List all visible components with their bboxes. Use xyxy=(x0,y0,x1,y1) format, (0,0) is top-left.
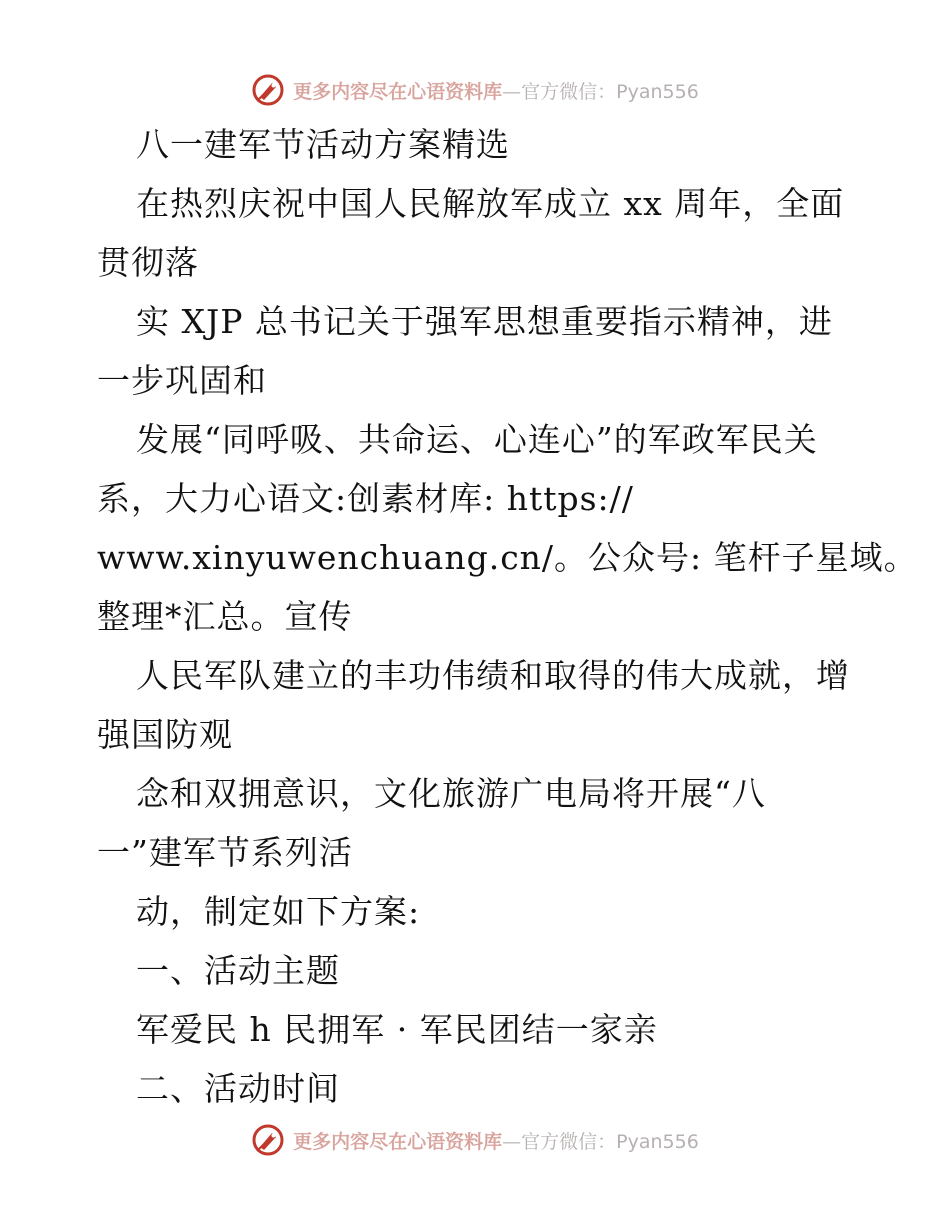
paragraph-line: 人民军队建立的丰功伟绩和取得的伟大成就，增 xyxy=(136,656,850,695)
paragraph-line: 念和双拥意识，文化旅游广电局将开展“八 xyxy=(136,774,766,813)
paragraph-line: www.xinyuwenchuang.cn/。公众号: 笔杆子星域。 xyxy=(97,538,918,577)
paragraph-line: 实 XJP 总书记关于强军思想重要指示精神，进 xyxy=(136,302,833,341)
paragraph-line: 整理*汇总。宣传 xyxy=(97,597,353,636)
paragraph-line: 一”建军节系列活 xyxy=(97,833,353,872)
footer-watermark-banner xyxy=(0,1120,950,1160)
header-banner-text xyxy=(293,77,699,104)
footer-wechat-text: 官方微信：Pyan556 xyxy=(521,1130,699,1153)
header-separator: — xyxy=(502,80,522,103)
footer-brand-text: 更多内容尽在心语资料库 xyxy=(293,1130,503,1153)
footer-separator: — xyxy=(502,1130,522,1153)
footer-banner-text xyxy=(293,1127,699,1154)
paragraph-line: 贯彻落 xyxy=(97,243,199,282)
header-wechat-text: 官方微信：Pyan556 xyxy=(521,80,699,103)
paragraph-line: 一步巩固和 xyxy=(97,361,267,400)
header-watermark-banner xyxy=(0,70,950,110)
paragraph-line: 系，大力心语文:创素材库: https:// xyxy=(97,479,634,518)
pen-nib-logo-icon xyxy=(251,73,285,107)
section-heading: 一、活动主题 xyxy=(136,951,340,990)
paragraph-line: 动，制定如下方案: xyxy=(136,892,421,931)
header-brand-text: 更多内容尽在心语资料库 xyxy=(293,80,503,103)
paragraph-line: 军爱民 h 民拥军 · 军民团结一家亲 xyxy=(136,1010,658,1049)
paragraph-line: 在热烈庆祝中国人民解放军成立 xx 周年，全面 xyxy=(136,184,845,223)
paragraph-line: 发展“同呼吸、共命运、心连心”的军政军民关 xyxy=(136,420,818,459)
section-heading: 二、活动时间 xyxy=(136,1069,340,1108)
pen-nib-logo-icon xyxy=(251,1123,285,1157)
document-title: 八一建军节活动方案精选 xyxy=(136,125,510,164)
paragraph-line: 强国防观 xyxy=(97,715,233,754)
